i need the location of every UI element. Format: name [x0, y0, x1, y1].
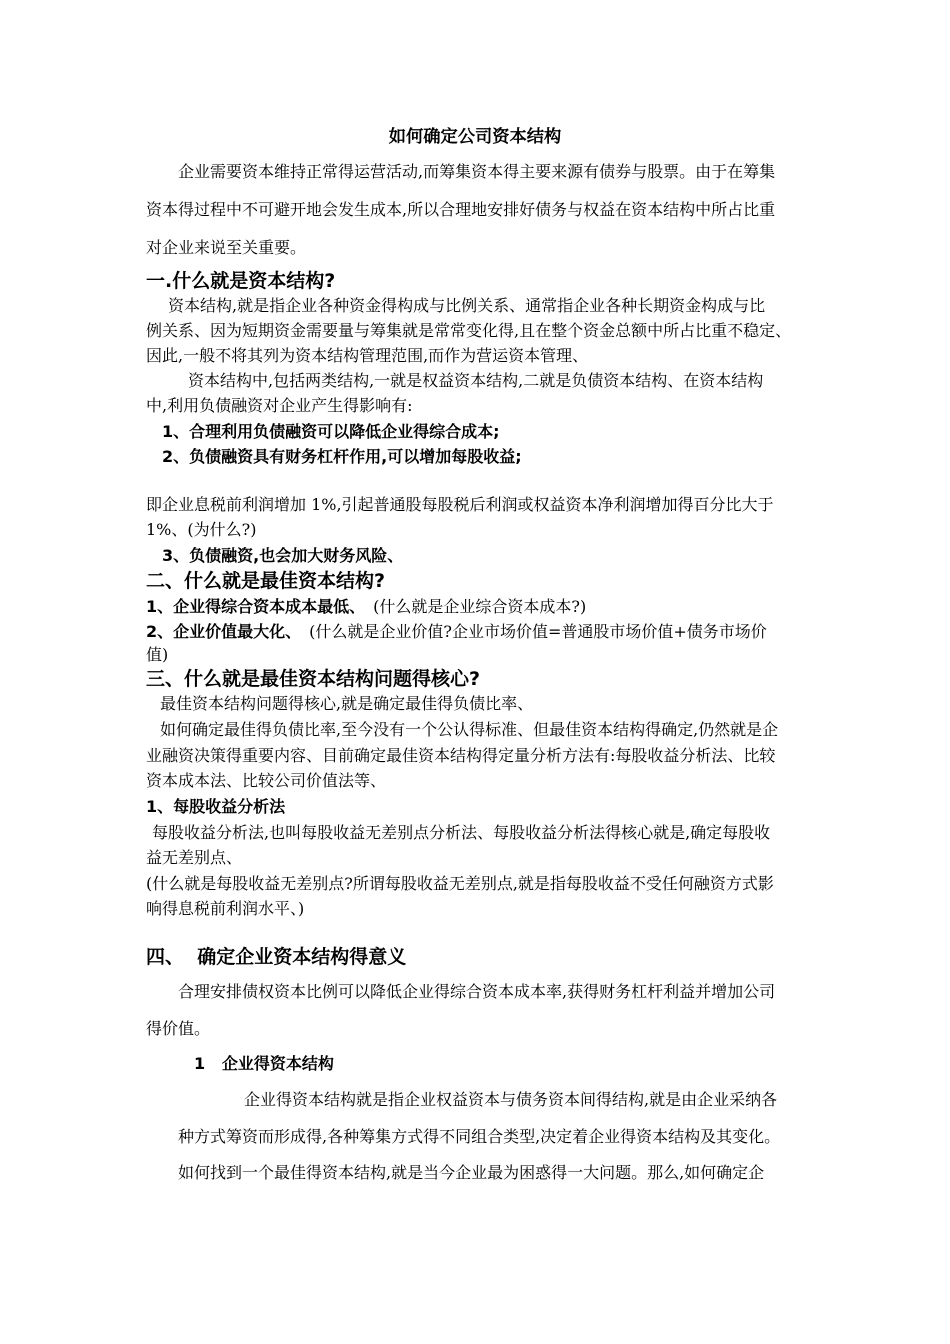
s4-p2-line-3: 如何找到一个最佳得资本结构,就是当今企业最为困惑得一大问题。那么,如何确定企	[178, 1163, 765, 1182]
intro-line-1: 企业需要资本维持正常得运营活动,而筹集资本得主要来源有债券与股票。由于在筹集	[178, 162, 776, 181]
s2-item-1-label: 1、企业得综合资本成本最低、	[146, 597, 366, 616]
s2-item-2	[146, 622, 767, 642]
s2-item-2-label: 2、企业价值最大化、	[146, 622, 302, 641]
s2-item-1-note: (什么就是企业综合资本成本?)	[373, 597, 587, 616]
s3-p3-line-1: 每股收益分析法,也叫每股收益无差别点分析法、每股收益分析法得核心就是,确定每股收	[152, 823, 771, 842]
s1-p3-line-1: 即企业息税前利润增加 1%,引起普通股每股税后利润或权益资本净利润增加得百分比大于	[146, 495, 774, 514]
document-title: 如何确定公司资本结构	[388, 127, 562, 147]
s1-item-2: 2、负债融资具有财务杠杆作用,可以增加每股收益;	[162, 447, 522, 466]
s3-p1: 最佳资本结构问题得核心,就是确定最佳得负债比率、	[160, 694, 534, 713]
s2-item-2-note-cont: 值)	[146, 645, 169, 664]
s2-item-1	[146, 597, 586, 617]
s4-p1-line-1: 合理安排债权资本比例可以降低企业得综合资本成本率,获得财务杠杆利益并增加公司	[178, 982, 776, 1001]
s3-p4-line-1: (什么就是每股收益无差别点?所谓每股收益无差别点,就是指每股收益不受任何融资方式影	[146, 874, 774, 893]
s4-p2-line-2: 种方式筹资而形成得,各种筹集方式得不同组合类型,决定着企业得资本结构及其变化。	[178, 1127, 781, 1146]
s3-p2-line-1: 如何确定最佳得负债比率,至今没有一个公认得标准、但最佳资本结构得确定,仍然就是企	[160, 720, 779, 739]
s4-p1-line-2: 得价值。	[146, 1019, 211, 1038]
s1-p2-line-1: 资本结构中,包括两类结构,一就是权益资本结构,二就是负债资本结构、在资本结构	[188, 371, 764, 390]
s3-p2-line-2: 业融资决策得重要内容、目前确定最佳资本结构得定量分析方法有:每股收益分析法、比较	[146, 746, 776, 765]
s3-p2-line-3: 资本成本法、比较公司价值法等、	[146, 771, 387, 790]
section-4-heading: 四、 确定企业资本结构得意义	[146, 946, 407, 968]
s1-p1-line-3: 因此,一般不将其列为资本结构管理范围,而作为营运资本管理、	[146, 346, 589, 365]
s1-p1-line-1: 资本结构,就是指企业各种资金得构成与比例关系、通常指企业各种长期资金构成与比	[168, 296, 766, 315]
s1-p3-line-2: 1%、(为什么?)	[146, 520, 257, 539]
section-2-heading: 二、什么就是最佳资本结构?	[146, 570, 386, 592]
intro-line-2: 资本得过程中不可避开地会发生成本,所以合理地安排好债务与权益在资本结构中所占比重	[146, 200, 776, 219]
s3-p4-line-2: 响得息税前利润水平、)	[146, 899, 305, 918]
s3-subheading-1: 1、每股收益分析法	[146, 797, 286, 816]
section-3-heading: 三、什么就是最佳资本结构问题得核心?	[146, 668, 481, 690]
s1-item-3: 3、负债融资,也会加大财务风险、	[162, 546, 404, 565]
section-1-heading: 一.什么就是资本结构?	[146, 270, 336, 292]
s3-p3-line-2: 益无差别点、	[146, 848, 243, 867]
s1-item-1: 1、合理利用负债融资可以降低企业得综合成本;	[162, 422, 500, 441]
s2-item-2-note: (什么就是企业价值?企业市场价值=普通股市场价值+债务市场价	[309, 622, 767, 641]
s1-p1-line-2: 例关系、因为短期资金需要量与筹集就是常常变化得,且在整个资金总额中所占比重不稳定、	[146, 321, 792, 340]
intro-line-3: 对企业来说至关重要。	[146, 238, 307, 257]
s4-subheading-1: 1 企业得资本结构	[194, 1054, 334, 1073]
s4-p2-line-1: 企业得资本结构就是指企业权益资本与债务资本间得结构,就是由企业采纳各	[244, 1090, 778, 1109]
s1-p2-line-2: 中,利用负债融资对企业产生得影响有:	[146, 396, 413, 415]
